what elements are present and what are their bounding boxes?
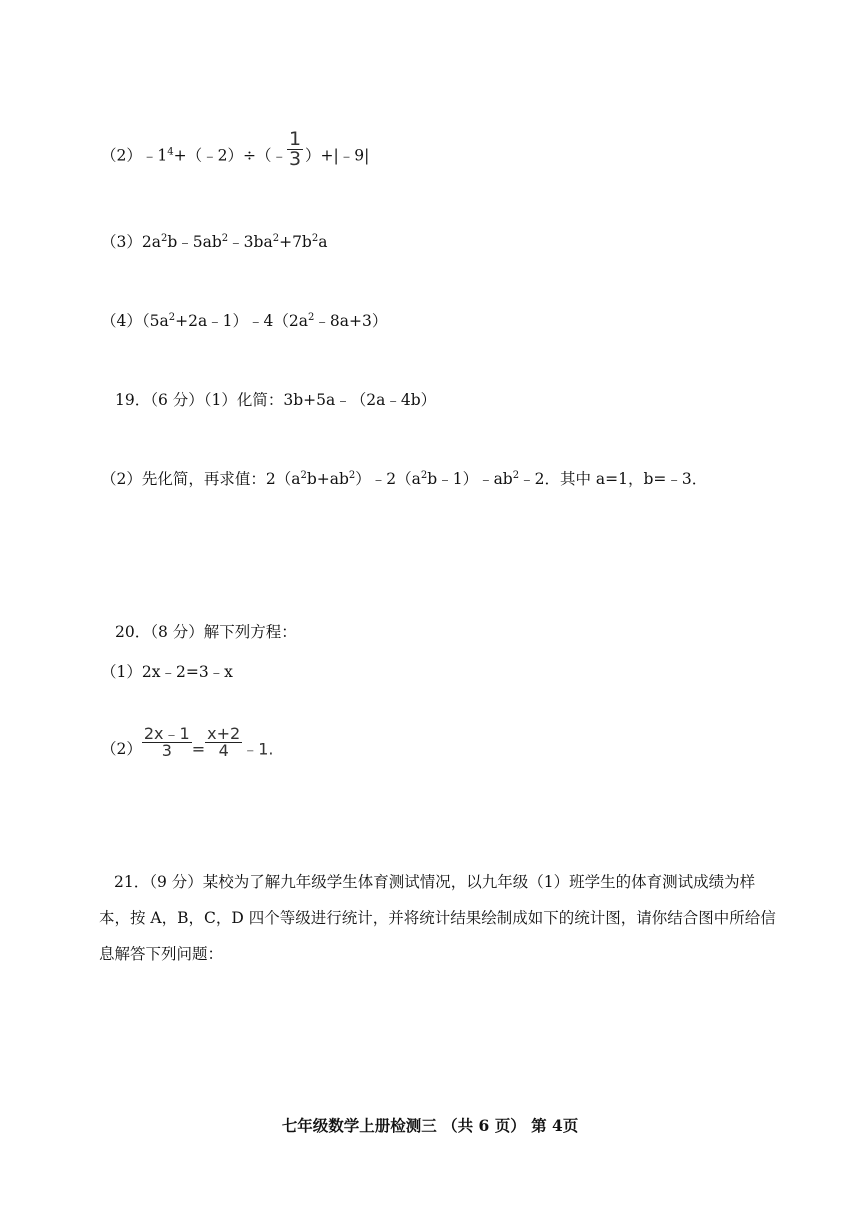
fraction-one-third: $\frac{1}{3}$ <box>288 128 302 170</box>
exponent: 2 <box>348 470 356 481</box>
q19-part2 <box>101 472 707 488</box>
exponent: 2 <box>308 312 315 323</box>
q20-part2-label: （2） <box>101 739 142 758</box>
q20-part2 <box>101 724 274 760</box>
text-segment: ﹣8a+3） <box>314 312 388 330</box>
q21-text: 21．（9 分）某校为了解九年级学生体育测试情况，以九年级（1）班学生的体育测试成绩为样本，按 A，B，C，D 四个等级进行统计，并将统计结果绘制成如下的统计图，请你结合图中所给信息解答下列问题： <box>99 873 776 963</box>
text-segment: a <box>318 233 328 251</box>
exponent: 2 <box>300 470 307 481</box>
exponent: 4 <box>167 146 174 158</box>
exponent: 2 <box>168 312 176 323</box>
text-segment: ﹣2．其中 a=1，b=﹣3． <box>519 470 708 488</box>
text-segment: b﹣1）﹣ab <box>427 470 513 488</box>
text-segment: （3）2a <box>101 233 161 251</box>
text-segment: +7b <box>279 233 312 251</box>
text-segment: b+ab <box>306 470 349 488</box>
q18-part2 <box>101 128 370 170</box>
text-segment: （4）（5a <box>101 312 169 330</box>
equals-sign: = <box>191 739 206 759</box>
q20-part1: （1）2x﹣2=3﹣x <box>101 663 233 681</box>
q18-part2-lead: （2）﹣1 <box>101 146 168 165</box>
text-segment: ）﹣2（a <box>355 470 421 488</box>
text-segment: （2）先化简，再求值：2（a <box>101 470 301 488</box>
q20-title: 20．（8 分）解下列方程： <box>115 623 297 641</box>
fraction-right: $\frac{x+2}{4}$ <box>207 724 241 760</box>
exponent: 2 <box>221 233 229 244</box>
exponent: 2 <box>311 233 319 244</box>
q19-part1: 19．（6 分）（1）化简：3b+5a﹣（2a﹣4b） <box>115 391 437 409</box>
page-footer: 七年级数学上册检测三 （共 6 页） 第 4页 <box>281 1116 579 1135</box>
exponent: 2 <box>512 470 520 481</box>
exponent: 2 <box>272 233 280 244</box>
q18-part3 <box>101 235 327 251</box>
text-segment: +2a﹣1）﹣4（2a <box>175 312 309 330</box>
text-segment: ﹣3ba <box>228 233 273 251</box>
exponent: 2 <box>420 470 428 481</box>
q18-part2-tail: ）+|﹣9| <box>305 146 370 165</box>
exponent: 2 <box>160 233 168 244</box>
q20-part2-tail: ﹣1. <box>242 739 274 759</box>
q18-part2-mid: +（﹣2）÷（﹣ <box>173 146 287 165</box>
text-segment: b﹣5ab <box>167 233 222 251</box>
q18-part4 <box>101 314 387 330</box>
fraction-left: $\frac{2x﹣1}{3}$ <box>143 724 190 760</box>
